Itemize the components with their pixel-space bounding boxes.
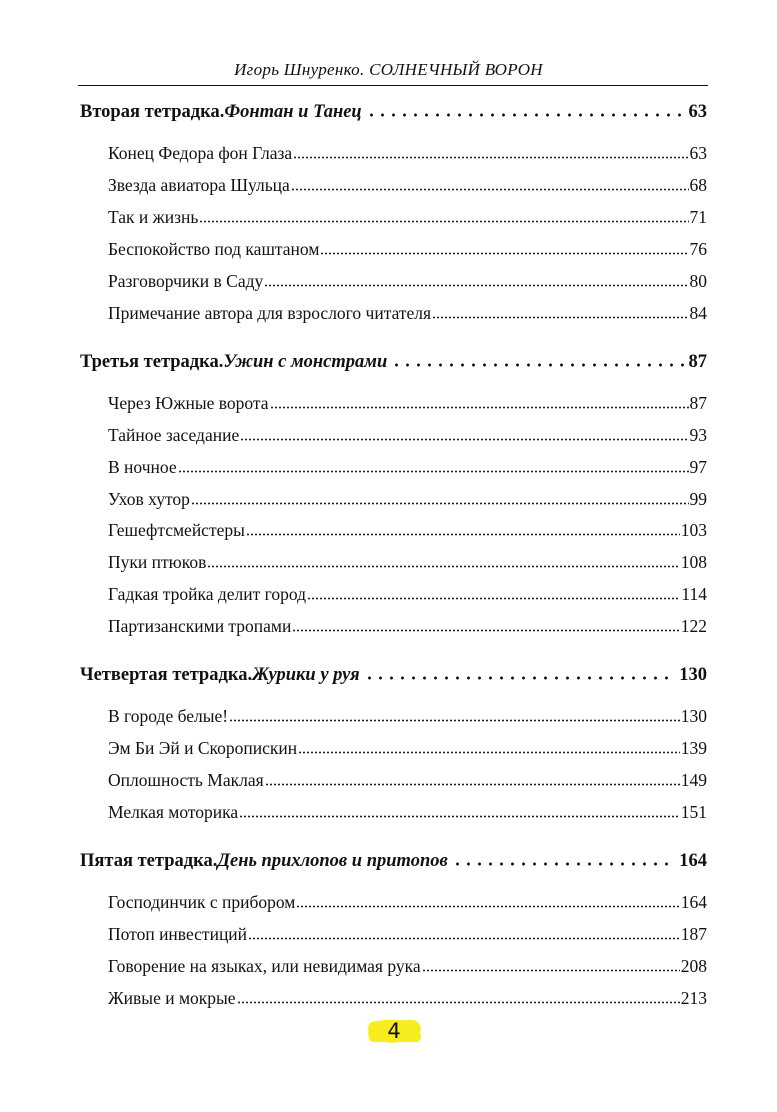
entry-title: Через Южные ворота xyxy=(108,392,269,413)
toc-entry[interactable] xyxy=(80,301,707,324)
dot-leader xyxy=(291,173,689,191)
dot-leader xyxy=(207,550,679,568)
section-subtitle: Ужин с монстрами xyxy=(223,351,388,372)
dot-leader xyxy=(391,348,684,367)
dot-leader xyxy=(366,98,685,117)
entry-page-number: 122 xyxy=(680,615,707,636)
entry-title: Примечание автора для взрослого читателя xyxy=(108,302,432,323)
entry-page-number: 63 xyxy=(689,142,707,163)
dot-leader xyxy=(422,954,680,972)
entry-title: Мелкая моторика xyxy=(108,801,239,822)
section-label: Четвертая тетрадка. xyxy=(80,664,253,685)
entry-page-number: 213 xyxy=(680,987,707,1008)
entry-title: Звезда авиатора Шульца xyxy=(108,174,290,195)
toc-section-heading[interactable] xyxy=(80,847,707,872)
page-number-badge xyxy=(366,1017,422,1045)
entry-page-number: 114 xyxy=(681,583,707,604)
dot-leader xyxy=(320,237,688,255)
dot-leader xyxy=(364,661,676,680)
entry-page-number: 68 xyxy=(689,174,707,195)
entry-page-number: 71 xyxy=(689,206,707,227)
toc-entry[interactable] xyxy=(80,487,707,510)
entry-title: В городе белые! xyxy=(108,705,229,726)
toc-entry[interactable] xyxy=(80,922,707,945)
entry-title: В ночное xyxy=(108,456,177,477)
entry-page-number: 93 xyxy=(689,424,707,445)
header-rule xyxy=(78,85,708,86)
dot-leader xyxy=(191,487,689,505)
dot-leader xyxy=(229,704,680,722)
toc-entry[interactable] xyxy=(80,423,707,446)
section-label: Вторая тетрадка. xyxy=(80,101,225,122)
entry-page-number: 130 xyxy=(680,705,707,726)
dot-leader xyxy=(432,301,688,319)
toc-entry[interactable] xyxy=(80,800,707,823)
section-subtitle: Журики у руя xyxy=(252,664,360,685)
entry-title: Партизанскими тропами xyxy=(108,615,292,636)
section-subtitle: Фонтан и Танец xyxy=(224,101,362,122)
toc-entry[interactable] xyxy=(80,518,707,541)
dot-leader xyxy=(307,582,680,600)
entry-title: Конец Федора фон Глаза xyxy=(108,142,293,163)
entry-title: Говорение на языках, или невидимая рука xyxy=(108,955,421,976)
toc-entry[interactable] xyxy=(80,890,707,913)
toc-entry[interactable] xyxy=(80,954,707,977)
toc-entry[interactable] xyxy=(80,704,707,727)
dot-leader xyxy=(239,800,680,818)
toc-entry[interactable] xyxy=(80,205,707,228)
entry-page-number: 151 xyxy=(680,801,707,822)
entry-title: Пуки птюков xyxy=(108,551,207,572)
dot-leader xyxy=(270,391,689,409)
dot-leader xyxy=(292,614,679,632)
toc-entry[interactable] xyxy=(80,614,707,637)
section-subtitle: День прихлопов и притопов xyxy=(217,850,448,871)
entry-title: Так и жизнь xyxy=(108,206,199,227)
entry-page-number: 187 xyxy=(680,923,707,944)
entry-page-number: 87 xyxy=(689,392,707,413)
dot-leader xyxy=(298,736,680,754)
dot-leader xyxy=(248,922,680,940)
toc-section-heading[interactable] xyxy=(80,348,707,373)
toc-section-heading[interactable] xyxy=(80,98,707,123)
toc-entry[interactable] xyxy=(80,269,707,292)
entry-page-number: 208 xyxy=(680,955,707,976)
entry-page-number: 164 xyxy=(680,891,707,912)
toc-section-heading[interactable] xyxy=(80,661,707,686)
dot-leader xyxy=(296,890,679,908)
entry-title: Эм Би Эй и Скоропискин xyxy=(108,737,298,758)
entry-title: Беспокойство под каштаном xyxy=(108,238,320,259)
dot-leader xyxy=(452,847,675,866)
entry-page-number: 97 xyxy=(689,456,707,477)
toc-entry[interactable] xyxy=(80,550,707,573)
dot-leader xyxy=(178,455,689,473)
dot-leader xyxy=(265,768,680,786)
toc-entry[interactable] xyxy=(80,455,707,478)
entry-page-number: 84 xyxy=(689,302,707,323)
entry-page-number: 108 xyxy=(680,551,707,572)
entry-page-number: 139 xyxy=(680,737,707,758)
dot-leader xyxy=(246,518,680,536)
entry-title: Потоп инвестиций xyxy=(108,923,248,944)
entry-title: Разговорчики в Саду xyxy=(108,270,264,291)
toc-entry[interactable] xyxy=(80,768,707,791)
entry-title: Ухов хутор xyxy=(108,488,190,509)
entry-title: Гадкая тройка делит город xyxy=(108,583,307,604)
dot-leader xyxy=(293,141,688,159)
entry-title: Господинчик с прибором xyxy=(108,891,296,912)
entry-title: Живые и мокрые xyxy=(108,987,236,1008)
entry-title: Гешефтсмейстеры xyxy=(108,519,245,540)
toc-entry[interactable] xyxy=(80,736,707,759)
toc-entry[interactable] xyxy=(80,986,707,1009)
section-page-number: 130 xyxy=(679,664,707,685)
dot-leader xyxy=(264,269,688,287)
section-page-number: 87 xyxy=(688,351,707,372)
entry-title: Тайное заседание xyxy=(108,424,240,445)
toc-entry[interactable] xyxy=(80,391,707,414)
toc-entry[interactable] xyxy=(80,141,707,164)
entry-page-number: 76 xyxy=(689,238,707,259)
toc-entry[interactable] xyxy=(80,582,707,605)
entry-page-number: 80 xyxy=(689,270,707,291)
entry-page-number: 103 xyxy=(680,519,707,540)
toc-entry[interactable] xyxy=(80,237,707,260)
page-number: 4 xyxy=(387,1019,401,1043)
section-page-number: 63 xyxy=(688,101,707,122)
dot-leader xyxy=(237,986,680,1004)
dot-leader xyxy=(199,205,688,223)
section-label: Третья тетрадка. xyxy=(80,351,224,372)
entry-page-number: 149 xyxy=(680,769,707,790)
running-head: Игорь Шнуренко. СОЛНЕЧНЫЙ ВОРОН xyxy=(234,60,543,79)
section-label: Пятая тетрадка. xyxy=(80,850,218,871)
section-page-number: 164 xyxy=(679,850,707,871)
entry-page-number: 99 xyxy=(689,488,707,509)
entry-title: Оплошность Маклая xyxy=(108,769,264,790)
dot-leader xyxy=(240,423,688,441)
toc-entry[interactable] xyxy=(80,173,707,196)
